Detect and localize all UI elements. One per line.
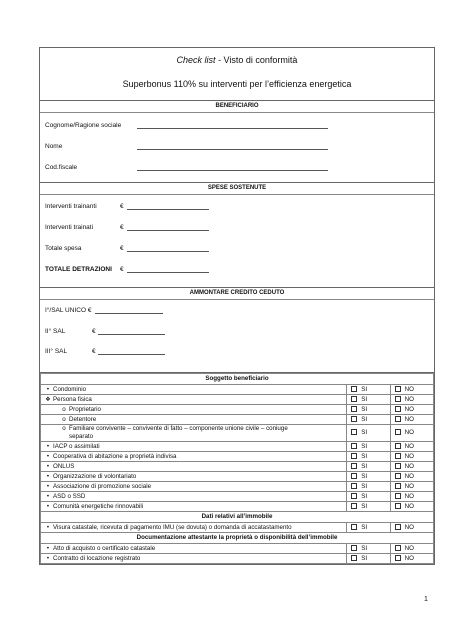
checkbox-yes[interactable] xyxy=(347,442,390,452)
field-cognome-label: Cognome/Ragione sociale xyxy=(45,122,122,129)
checkbox-yes[interactable] xyxy=(347,415,390,425)
spese-trainati-label: Interventi trainati xyxy=(45,224,94,231)
checklist-item-label: ASD o SSD xyxy=(53,492,86,500)
bullet-marker: • xyxy=(46,544,50,552)
documentazione-rows xyxy=(41,544,434,564)
euro-sign: € xyxy=(120,245,124,252)
bullet-marker: • xyxy=(46,452,50,460)
checkbox-no-label: NO xyxy=(404,385,414,393)
checkbox-icon[interactable] xyxy=(351,524,357,530)
checkbox-yes-label: SI xyxy=(361,482,368,490)
euro-sign: € xyxy=(120,203,124,210)
checklist-row xyxy=(41,544,434,554)
checklist-row xyxy=(41,395,434,405)
checkbox-no-label: NO xyxy=(404,544,414,552)
bullet-marker: • xyxy=(46,385,50,393)
credito-section xyxy=(40,288,434,373)
checklist-row xyxy=(41,425,434,442)
checklist-row xyxy=(41,415,434,425)
checkbox-yes[interactable] xyxy=(347,425,390,442)
checkbox-icon[interactable] xyxy=(351,453,357,459)
checklist-row xyxy=(41,502,434,512)
bullet-marker: o xyxy=(62,405,66,413)
sal-unico-line[interactable] xyxy=(95,307,163,314)
checkbox-icon[interactable] xyxy=(351,396,357,402)
checklist-item-label: ONLUS xyxy=(53,462,75,470)
checklist-row xyxy=(41,523,434,533)
checkbox-yes-label: SI xyxy=(361,405,368,413)
checkbox-no-label: NO xyxy=(404,492,414,500)
checkbox-yes[interactable] xyxy=(347,523,390,533)
checklist-item-label: Atto di acquisto o certificato catastale xyxy=(53,544,156,552)
checklist-item xyxy=(41,415,347,425)
checkbox-no-label: NO xyxy=(404,452,414,460)
checkbox-icon[interactable] xyxy=(395,396,401,402)
checklist-item-label: Familiare convivente – convivente di fatto – componente unione civile – coniuge xyxy=(69,425,288,432)
checklist-item xyxy=(41,462,347,472)
checklist-item xyxy=(41,442,347,452)
checkbox-icon[interactable] xyxy=(395,453,401,459)
checklist-item xyxy=(41,502,347,512)
checkbox-yes-label: SI xyxy=(361,554,368,562)
checklist-row xyxy=(41,472,434,482)
checkbox-icon[interactable] xyxy=(395,443,401,449)
spese-totale-label: Totale spesa xyxy=(45,245,82,252)
checkbox-icon[interactable] xyxy=(395,555,401,561)
checkbox-no[interactable] xyxy=(390,385,433,395)
checkbox-no[interactable] xyxy=(390,523,433,533)
checkbox-icon[interactable] xyxy=(351,406,357,412)
checkbox-icon[interactable] xyxy=(395,416,401,422)
checkbox-yes-label: SI xyxy=(361,472,368,480)
checklist-item xyxy=(41,425,347,442)
checkbox-icon[interactable] xyxy=(351,503,357,509)
checkbox-yes[interactable] xyxy=(347,544,390,554)
checkbox-no-label: NO xyxy=(404,472,414,480)
checkbox-yes[interactable] xyxy=(347,554,390,564)
totale-detrazioni-line[interactable] xyxy=(127,266,209,273)
checkbox-no-label: NO xyxy=(404,523,414,531)
checkbox-yes-label: SI xyxy=(361,452,368,460)
checkbox-no-label: NO xyxy=(404,554,414,562)
spese-trainati-line[interactable] xyxy=(127,224,209,231)
checklist-row xyxy=(41,554,434,564)
bullet-marker: ❖ xyxy=(45,395,51,403)
checklist-item xyxy=(41,395,347,405)
sal-unico-label xyxy=(45,307,91,314)
checklist-row xyxy=(41,462,434,472)
checkbox-icon[interactable] xyxy=(395,493,401,499)
checklist-item-label: Proprietario xyxy=(69,405,101,413)
codfiscale-line[interactable] xyxy=(137,164,328,171)
field-cognome[interactable] xyxy=(45,122,121,129)
spese-trainanti-label: Interventi trainanti xyxy=(45,203,97,210)
checklist-item-label: Cooperativa di abitazione a proprietà indivisa xyxy=(53,452,177,460)
checklist-row xyxy=(41,385,434,395)
euro-sign: € xyxy=(120,266,124,273)
sal-3-line[interactable] xyxy=(98,348,165,355)
checkbox-no[interactable] xyxy=(390,395,433,405)
checkbox-no-label: NO xyxy=(404,502,414,510)
page-number: 1 xyxy=(424,596,428,603)
checkbox-yes[interactable] xyxy=(347,462,390,472)
checkbox-icon[interactable] xyxy=(351,493,357,499)
beneficiario-section xyxy=(40,101,434,183)
checklist-row xyxy=(41,492,434,502)
bullet-marker: o xyxy=(62,415,66,423)
checklist-item-label: Organizzazione di volontariato xyxy=(53,472,137,480)
checklist-item xyxy=(41,544,347,554)
beneficiario-heading: BENEFICIARIO xyxy=(40,101,434,113)
checkbox-icon[interactable] xyxy=(395,483,401,489)
checkbox-yes-label: SI xyxy=(361,462,368,470)
checkbox-yes[interactable] xyxy=(347,395,390,405)
soggetto-heading: Soggetto beneficiario xyxy=(41,374,434,385)
checkbox-yes-label: SI xyxy=(361,429,368,436)
bullet-marker: • xyxy=(46,554,50,562)
checkbox-no-label: NO xyxy=(404,395,414,403)
bullet-marker: • xyxy=(46,472,50,480)
spese-trainanti-line[interactable] xyxy=(127,203,209,210)
checkbox-no[interactable] xyxy=(390,405,433,415)
checklist-item xyxy=(41,472,347,482)
euro-sign: € xyxy=(92,348,96,355)
documentazione-heading: Documentazione attestante la proprietà o disponibilità dell’immobile xyxy=(41,533,434,544)
spese-totale-line[interactable] xyxy=(127,245,209,252)
checklist-item xyxy=(41,385,347,395)
checkbox-no[interactable] xyxy=(390,462,433,472)
field-nome-label: Nome xyxy=(45,143,63,150)
checkbox-no[interactable] xyxy=(390,472,433,482)
checklist-item-label: Associazione di promozione sociale xyxy=(53,482,152,490)
checklist-item-label: Comunità energetiche rinnovabili xyxy=(53,502,144,510)
checkbox-no[interactable] xyxy=(390,544,433,554)
checkbox-icon[interactable] xyxy=(395,463,401,469)
bullet-marker: • xyxy=(46,482,50,490)
checkbox-yes-label: SI xyxy=(361,385,368,393)
checkbox-no[interactable] xyxy=(390,554,433,564)
checkbox-no-label: NO xyxy=(404,415,414,423)
checklist-item-label: Visura catastale, ricevuta di pagamento IMU (se dovuta) o domanda di accatastamento xyxy=(53,523,292,531)
checkbox-yes[interactable] xyxy=(347,405,390,415)
checkbox-icon[interactable] xyxy=(395,406,401,412)
field-codfiscale[interactable] xyxy=(45,164,77,171)
euro-sign: € xyxy=(120,224,124,231)
checkbox-yes-label: SI xyxy=(361,442,368,450)
checklist-item-label: Detentore xyxy=(69,415,97,423)
checkbox-no-label: NO xyxy=(404,442,414,450)
checklist-item-label: IACP o assimilati xyxy=(53,442,100,450)
checkbox-no[interactable] xyxy=(390,502,433,512)
checkbox-icon[interactable] xyxy=(395,429,401,435)
checkbox-no-label: NO xyxy=(404,462,414,470)
checkbox-yes[interactable] xyxy=(347,482,390,492)
field-nome[interactable] xyxy=(45,143,62,150)
euro-sign: € xyxy=(92,328,96,335)
checkbox-icon[interactable] xyxy=(351,416,357,422)
checkbox-icon[interactable] xyxy=(351,429,357,435)
totale-detrazioni-label: TOTALE DETRAZIONI xyxy=(45,266,112,273)
checkbox-no[interactable] xyxy=(390,482,433,492)
checklist-item xyxy=(41,452,347,462)
spese-heading: SPESE SOSTENUTE xyxy=(40,183,434,195)
checkbox-icon[interactable] xyxy=(395,524,401,530)
checkbox-yes[interactable] xyxy=(347,472,390,482)
euro-sign: € xyxy=(87,307,92,314)
checkbox-yes[interactable] xyxy=(347,452,390,462)
checkbox-icon[interactable] xyxy=(395,473,401,479)
checklist-table xyxy=(40,373,434,564)
checklist-row xyxy=(41,405,434,415)
checkbox-no[interactable] xyxy=(390,425,433,442)
bullet-marker: • xyxy=(46,442,50,450)
checkbox-no[interactable] xyxy=(390,452,433,462)
bullet-marker: • xyxy=(46,502,50,510)
bullet-marker: • xyxy=(46,523,50,531)
checkbox-yes-label: SI xyxy=(361,544,368,552)
form-title xyxy=(40,48,434,65)
checkbox-yes-label: SI xyxy=(361,502,368,510)
checkbox-no[interactable] xyxy=(390,492,433,502)
checklist-row xyxy=(41,452,434,462)
field-codfiscale-label: Cod.fiscale xyxy=(45,164,78,171)
credito-heading: AMMONTARE CREDITO CEDUTO xyxy=(40,288,434,300)
immobile-heading: Dati relativi all’immobile xyxy=(41,512,434,523)
checkbox-icon[interactable] xyxy=(395,503,401,509)
checklist-row xyxy=(41,442,434,452)
checkbox-no-label: NO xyxy=(404,405,414,413)
bullet-marker: • xyxy=(46,462,50,470)
checkbox-yes-label: SI xyxy=(361,395,368,403)
checklist-item xyxy=(41,492,347,502)
checkbox-no[interactable] xyxy=(390,415,433,425)
checklist-item-label: Condominio xyxy=(53,385,87,393)
checkbox-icon[interactable] xyxy=(351,443,357,449)
checklist-item-label-cont: separato xyxy=(69,433,94,440)
checkbox-no-label: NO xyxy=(404,482,414,490)
soggetto-rows xyxy=(41,385,434,512)
spese-section xyxy=(40,183,434,288)
sal-unico-text: I°/SAL UNICO xyxy=(45,307,87,314)
checklist-item xyxy=(41,554,347,564)
checkbox-yes[interactable] xyxy=(347,502,390,512)
checkbox-icon[interactable] xyxy=(351,473,357,479)
checkbox-icon[interactable] xyxy=(351,386,357,392)
cognome-line[interactable] xyxy=(137,122,328,129)
checklist-item xyxy=(41,482,347,492)
checklist-item-label: Contratto di locazione registrato xyxy=(53,554,141,562)
checkbox-no-label: NO xyxy=(404,429,414,436)
checkbox-yes[interactable] xyxy=(347,385,390,395)
sal-3-label: III° SAL xyxy=(45,348,68,355)
checklist-item-label: Persona fisica xyxy=(53,395,92,403)
checkbox-no[interactable] xyxy=(390,442,433,452)
checkbox-icon[interactable] xyxy=(351,555,357,561)
checklist-row xyxy=(41,482,434,492)
checkbox-yes-label: SI xyxy=(361,523,368,531)
checkbox-icon[interactable] xyxy=(351,545,357,551)
form-title-rest: - Visto di conformità xyxy=(215,55,298,65)
checklist-item xyxy=(41,405,347,415)
bullet-marker: • xyxy=(46,492,50,500)
sal-2-line[interactable] xyxy=(98,328,165,335)
checklist-form xyxy=(39,47,435,565)
checkbox-icon[interactable] xyxy=(351,463,357,469)
form-subtitle: Superbonus 110% su interventi per l’efficienza energetica xyxy=(122,79,352,89)
checkbox-yes-label: SI xyxy=(361,492,368,500)
form-header xyxy=(40,48,434,101)
immobile-rows xyxy=(41,523,434,533)
form-title-italic: Check list xyxy=(176,55,216,65)
sal-2-label: II° SAL xyxy=(45,328,66,335)
checkbox-icon[interactable] xyxy=(351,483,357,489)
nome-line[interactable] xyxy=(137,143,328,150)
checkbox-icon[interactable] xyxy=(395,545,401,551)
checkbox-yes-label: SI xyxy=(361,415,368,423)
checklist-item xyxy=(41,523,347,533)
checkbox-yes[interactable] xyxy=(347,492,390,502)
checkbox-icon[interactable] xyxy=(395,386,401,392)
bullet-marker: o xyxy=(62,425,66,432)
